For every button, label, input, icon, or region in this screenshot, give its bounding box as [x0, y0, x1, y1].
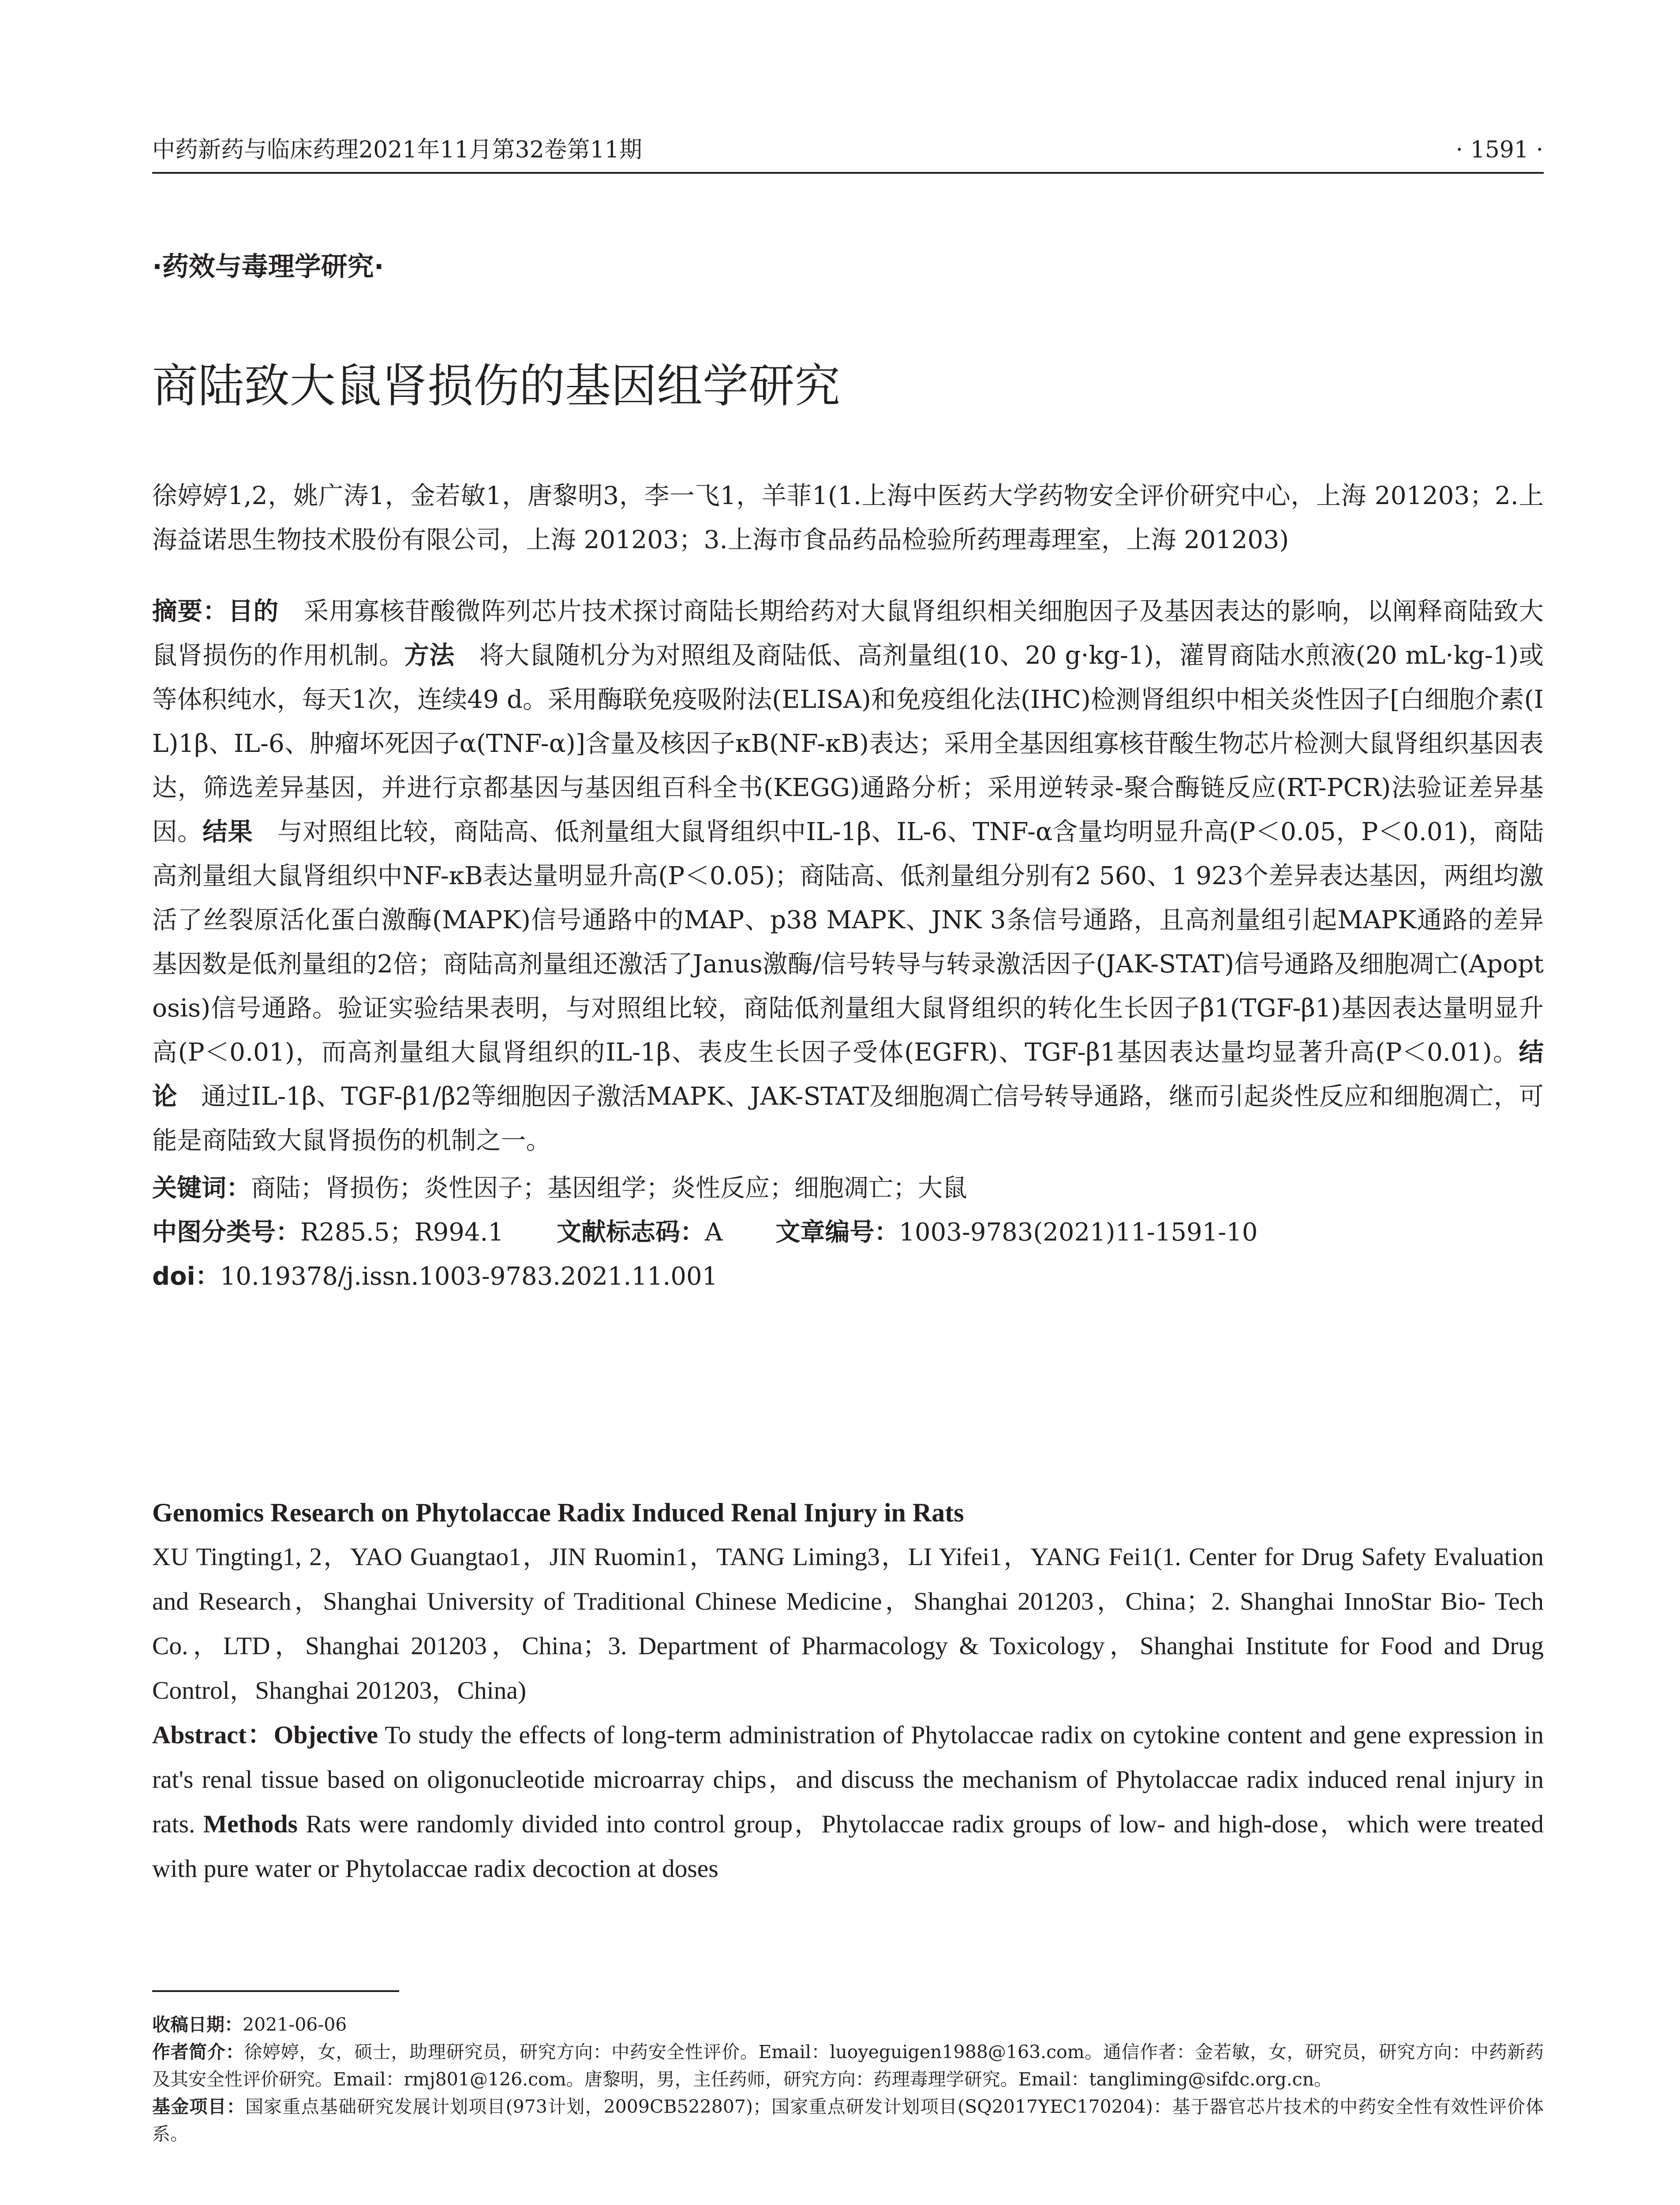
funding-label: 基金项目：: [152, 2096, 245, 2117]
article-no-value: 1003-9783(2021)11-1591-10: [899, 1218, 1258, 1247]
en-methods-label: Methods: [203, 1810, 298, 1838]
conclusion-label: 结论: [152, 1038, 1544, 1111]
en-objective-label: Objective: [273, 1721, 378, 1749]
keywords-text: 商陆；肾损伤；炎性因子；基因组学；炎性反应；细胞凋亡；大鼠: [251, 1174, 967, 1203]
footnotes: [152, 2011, 1544, 2148]
results-text: 与对照组比较，商陆高、低剂量组大鼠肾组织中IL-1β、IL-6、TNF-α含量均明显升高(P＜0.05，P＜0.01)，商陆高剂量组大鼠肾组织中NF-κB表达量明显升高(P＜0.05)；商陆高、低剂量组分别有2 560、1 923个差异表达基因，两组均激活了丝裂原活化蛋白激酶(MAPK)信号通路中的MAP、p38 MAPK、JNK 3条信号通路，且高剂量组引起MAPK通路的差异基因数是低剂量组的2倍；商陆高剂量组还激活了Janus激酶/信号转导与转录激活因子(JAK-STAT)信号通路及细胞凋亡(Apoptosis)信号通路。验证实验结果表明，与对照组比较，商陆低剂量组大鼠肾组织的转化生长因子β1(TGF-β1)基因表达量明显升高(P＜0.01)，而高剂量组大鼠肾组织的IL-1β、表皮生长因子受体(EGFR)、TGF-β1基因表达量均显著升高(P＜0.01)。: [152, 818, 1544, 1067]
funding: [152, 2093, 1544, 2148]
methods-label: 方法: [404, 641, 455, 670]
methods-text: 将大鼠随机分为对照组及商陆低、高剂量组(10、20 g·kg-1)，灌胃商陆水煎液(20 mL·kg-1)或等体积纯水，每天1次，连续49 d。采用酶联免疫吸附法(ELISA)和免疫组化法(IHC)检测肾组织中相关炎性因子[白细胞介素(IL)1β、IL-6、肿瘤坏死因子α(TNF-α)]含量及核因子κB(NF-κB)表达；采用全基因组寡核苷酸生物芯片检测大鼠肾组织基因表达，筛选差异基因，并进行京都基因与基因组百科全书(KEGG)通路分析；采用逆转录-聚合酶链反应(RT-PCR)法验证差异基因。: [152, 641, 1544, 846]
doc-code-label: 文献标志码：: [556, 1218, 705, 1247]
article-title: 商陆致大鼠肾损伤的基因组学研究: [152, 359, 841, 413]
author-info-text: 徐婷婷，女，硕士，助理研究员，研究方向：中药安全性评价。Email：luoyeguigen1988@163.com。通信作者：金若敏，女，研究员，研究方向：中药新药及其安全性评价研究。Email：rmj801@126.com。唐黎明，男，主任药师，研究方向：药理毒理学研究。Email：tangliming@sifdc.org.cn。: [152, 2041, 1544, 2090]
english-abstract: [152, 1713, 1544, 1891]
funding-text: 国家重点基础研究发展计划项目(973计划，2009CB522807)；国家重点研发计划项目(SQ2017YEC170204)：基于器官芯片技术的中药安全性有效性评价体系。: [152, 2096, 1544, 2145]
classification-line: [152, 1211, 1544, 1255]
article-no-label: 文章编号：: [775, 1218, 899, 1247]
english-authors: XU Tingting1, 2，YAO Guangtao1，JIN Ruomin1，TANG Liming3，LI Yifei1，YANG Fei1(1. Center for Drug Safety Evaluation and Research，Shanghai University of Traditional Chinese Medicine，Shanghai 201203，China；2. Shanghai InnoStar Bio- Tech Co.，LTD，Shanghai 201203，China；3. Department of Pharmacology & Toxicology，Shanghai Institute for Food and Drug Control，Shanghai 201203，China): [152, 1543, 1544, 1704]
clc-label: 中图分类号：: [152, 1218, 300, 1247]
page-number: · 1591 ·: [1456, 137, 1543, 163]
received-date: [152, 2011, 1544, 2038]
abstract-cn: [152, 590, 1544, 1163]
clc-value: R285.5；R994.1: [300, 1218, 504, 1247]
conclusion-text: 通过IL-1β、TGF-β1/β2等细胞因子激活MAPK、JAK-STAT及细胞凋亡信号转导通路，继而引起炎性反应和细胞凋亡，可能是商陆致大鼠肾损伤的机制之一。: [152, 1082, 1544, 1155]
doi-line: [152, 1255, 1544, 1299]
header-rule: [152, 172, 1544, 174]
en-abstract-label: Abstract：: [152, 1721, 274, 1749]
keywords-label: 关键词：: [152, 1174, 251, 1203]
abstract-label: 摘要：: [152, 597, 228, 626]
keywords-line: [152, 1166, 1544, 1211]
english-title: Genomics Research on Phytolaccae Radix Induced Renal Injury in Rats: [152, 1498, 964, 1527]
objective-label: 目的: [228, 597, 279, 626]
received-label: 收稿日期：: [152, 2014, 243, 2035]
author-info-label: 作者简介：: [152, 2041, 244, 2063]
author-affiliations: 徐婷婷1,2，姚广涛1，金若敏1，唐黎明3，李一飞1，羊菲1(1.上海中医药大学药物安全评价研究中心，上海 201203；2.上海益诺思生物技术股份有限公司，上海 201203；3.上海市食品药品检验所药理毒理室，上海 201203): [152, 482, 1544, 554]
chinese-column: [152, 247, 1544, 1299]
english-column: [152, 1491, 1544, 1891]
en-objective-text: To study the effects of long-term administration of Phytolaccae radix on cytokine content and gene expression in rat's renal tissue based on oligonucleotide microarray chips，and discuss the mechanism of Phytolaccae radix induced renal injury in rats.: [152, 1721, 1544, 1838]
doi-value: 10.19378/j.issn.1003-9783.2021.11.001: [220, 1262, 718, 1291]
objective-text: 采用寡核苷酸微阵列芯片技术探讨商陆长期给药对大鼠肾组织相关细胞因子及基因表达的影响，以阐释商陆致大鼠肾损伤的作用机制。: [152, 597, 1544, 670]
received-value: 2021-06-06: [243, 2014, 347, 2035]
en-methods-text: Rats were randomly divided into control group，Phytolaccae radix groups of low- and high-dose，which were treated with pure water or Phytolaccae radix decoction at doses: [152, 1810, 1544, 1883]
author-info: [152, 2038, 1544, 2093]
running-header-journal: 中药新药与临床药理2021年11月第32卷第11期: [152, 137, 642, 163]
doi-label: doi：: [152, 1262, 220, 1291]
footnote-rule: [152, 1990, 399, 1992]
section-heading: ·药效与毒理学研究·: [152, 251, 384, 282]
doc-code-value: A: [704, 1218, 723, 1247]
results-label: 结果: [202, 818, 253, 846]
